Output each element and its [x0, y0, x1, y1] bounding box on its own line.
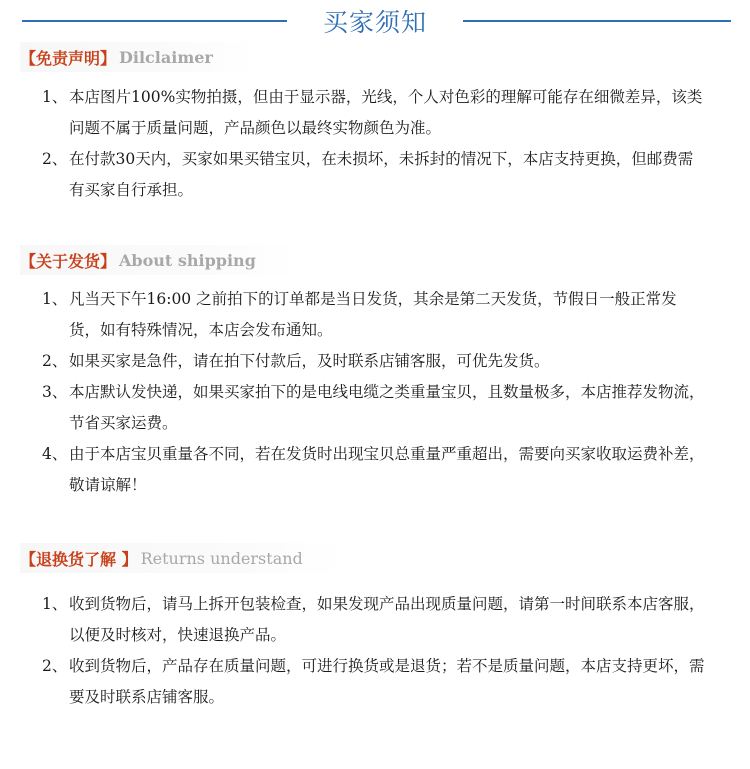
item-text: 本店默认发快递，如果买家拍下的是电线电缆之类重量宝贝，且数量极多，本店推荐发物流，节省买家运费。	[69, 383, 705, 432]
item-number: 2、	[42, 150, 68, 168]
section-title-en: About shipping	[119, 250, 256, 270]
header-divider-left	[22, 20, 287, 22]
list-item	[42, 284, 707, 346]
section-title-cn: 【退换货了解 】	[20, 549, 138, 569]
header-divider-right	[463, 20, 731, 22]
section-title-en: Returns understand	[140, 548, 303, 568]
list-item	[42, 651, 707, 713]
item-text: 在付款30天内，买家如果买错宝贝，在未损坏，未拆封的情况下，本店支持更换，但邮费需有买家自行承担。	[69, 150, 694, 199]
list-item	[42, 346, 707, 377]
returns-list	[42, 589, 707, 713]
item-text: 由于本店宝贝重量各不同，若在发货时出现宝贝总重量严重超出，需要向买家收取运费补差，敬请谅解！	[69, 445, 705, 494]
section-heading-returns	[20, 543, 343, 573]
item-text: 本店图片100%实物拍摄，但由于显示器，光线，个人对色彩的理解可能存在细微差异，该类问题不属于质量问题，产品颜色以最终实物颜色为准。	[69, 88, 703, 137]
list-item	[42, 82, 707, 144]
item-number: 2、	[42, 657, 68, 675]
list-item	[42, 144, 707, 206]
item-text: 如果买家是急件，请在拍下付款后，及时联系店铺客服，可优先发货。	[69, 352, 550, 370]
disclaimer-list	[42, 82, 707, 206]
section-heading-shipping	[20, 245, 296, 275]
item-number: 1、	[42, 595, 68, 613]
item-number: 4、	[42, 445, 68, 463]
section-title-cn: 【关于发货】	[20, 251, 117, 271]
list-item	[42, 377, 707, 439]
list-item	[42, 439, 707, 501]
section-title-cn: 【免责声明】	[20, 48, 117, 68]
item-text: 收到货物后，请马上拆开包装检查，如果发现产品出现质量问题，请第一时间联系本店客服，以便及时核对，快速退换产品。	[69, 595, 705, 644]
item-number: 1、	[42, 290, 68, 308]
item-text: 收到货物后，产品存在质量问题，可进行换货或是退货；若不是质量问题，本店支持更坏，需要及时联系店铺客服。	[69, 657, 705, 706]
section-heading-disclaimer	[20, 42, 253, 72]
list-item	[42, 589, 707, 651]
page-title: 买家须知	[322, 8, 427, 37]
page-header	[0, 0, 750, 40]
shipping-list	[42, 284, 707, 501]
item-number: 1、	[42, 88, 68, 106]
item-number: 2、	[42, 352, 68, 370]
item-number: 3、	[42, 383, 68, 401]
section-title-en: Dilclaimer	[119, 47, 213, 67]
item-text: 凡当天下午16:00 之前拍下的订单都是当日发货，其余是第二天发货，节假日一般正常发货，如有特殊情况，本店会发布通知。	[69, 290, 677, 339]
